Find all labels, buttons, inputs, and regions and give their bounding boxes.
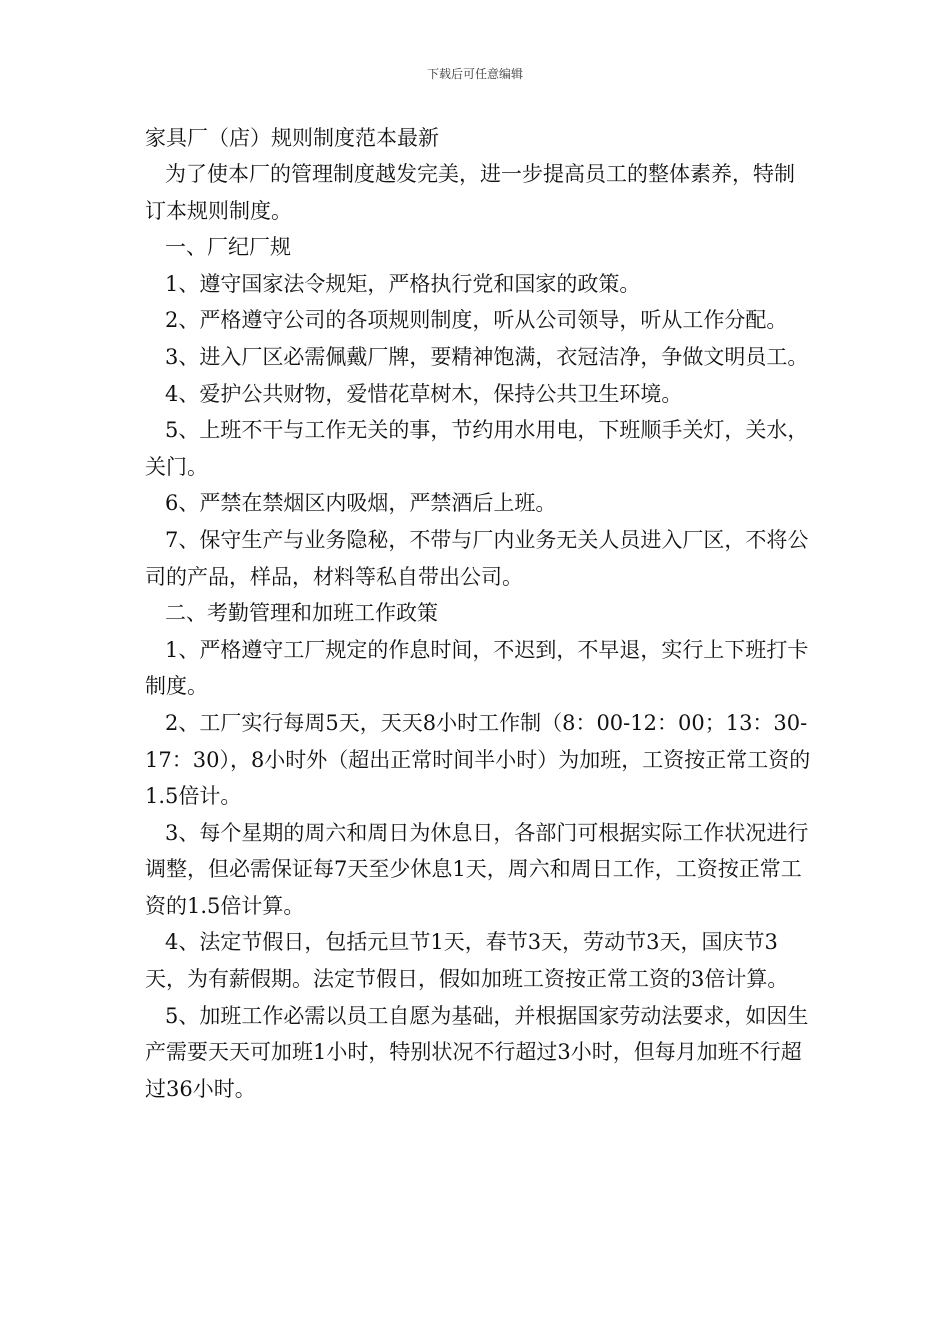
page-header-note: 下载后可任意编辑 (426, 67, 523, 81)
rule-item-4: 4、爱护公共财物，爱惜花草树木，保持公共卫生环境。 (165, 381, 683, 406)
attendance-item-5: 5、加班工作必需以员工自愿为基础，并根据国家劳动法要求，如因生产需要天天可加班1小时，特别状况不行超过3小时，但每月加班不行超过36小时。 (145, 1003, 809, 1101)
document-title: 家具厂（店）规则制度范本最新 (145, 126, 439, 150)
document-body (145, 120, 813, 1107)
rule-item-2: 2、严格遵守公司的各项规则制度，听从公司领导，听从工作分配。 (165, 308, 788, 333)
section-heading-rules: 一、厂纪厂规 (165, 235, 291, 260)
section-heading-attendance: 二、考勤管理和加班工作政策 (165, 601, 438, 626)
rule-item-1: 1、遵守国家法令规矩，严格执行党和国家的政策。 (165, 271, 641, 296)
rule-item-3: 3、进入厂区必需佩戴厂牌，要精神饱满，衣冠洁净，争做文明员工。 (165, 344, 809, 369)
attendance-item-4: 4、法定节假日，包括元旦节1天，春节3天，劳动节3天，国庆节3天，为有薪假期。法定节假日，假如加班工资按正常工资的3倍计算。 (145, 930, 789, 992)
attendance-item-2: 2、工厂实行每周5天，天天8小时工作制（8：00-12：00；13：30-17：30），8小时外（超出正常时间半小时）为加班，工资按正常工资的1.5倍计。 (145, 710, 811, 809)
rule-item-6: 6、严禁在禁烟区内吸烟，严禁酒后上班。 (165, 491, 557, 516)
attendance-item-3: 3、每个星期的周六和周日为休息日，各部门可根据实际工作状况进行调整，但必需保证每7天至少休息1天，周六和周日工作，工资按正常工资的1.5倍计算。 (145, 820, 809, 918)
attendance-item-1: 1、严格遵守工厂规定的作息时间，不迟到，不早退，实行上下班打卡制度。 (145, 637, 809, 699)
paragraph-intro: 为了使本厂的管理制度越发完美，进一步提高员工的整体素养，特制订本规则制度。 (145, 162, 795, 223)
rule-item-7: 7、保守生产与业务隐秘，不带与厂内业务无关人员进入厂区，不将公司的产品，样品，材料等私自带出公司。 (145, 527, 809, 589)
rule-item-5: 5、上班不干与工作无关的事，节约用水用电，下班顺手关灯，关水，关门。 (145, 418, 809, 479)
